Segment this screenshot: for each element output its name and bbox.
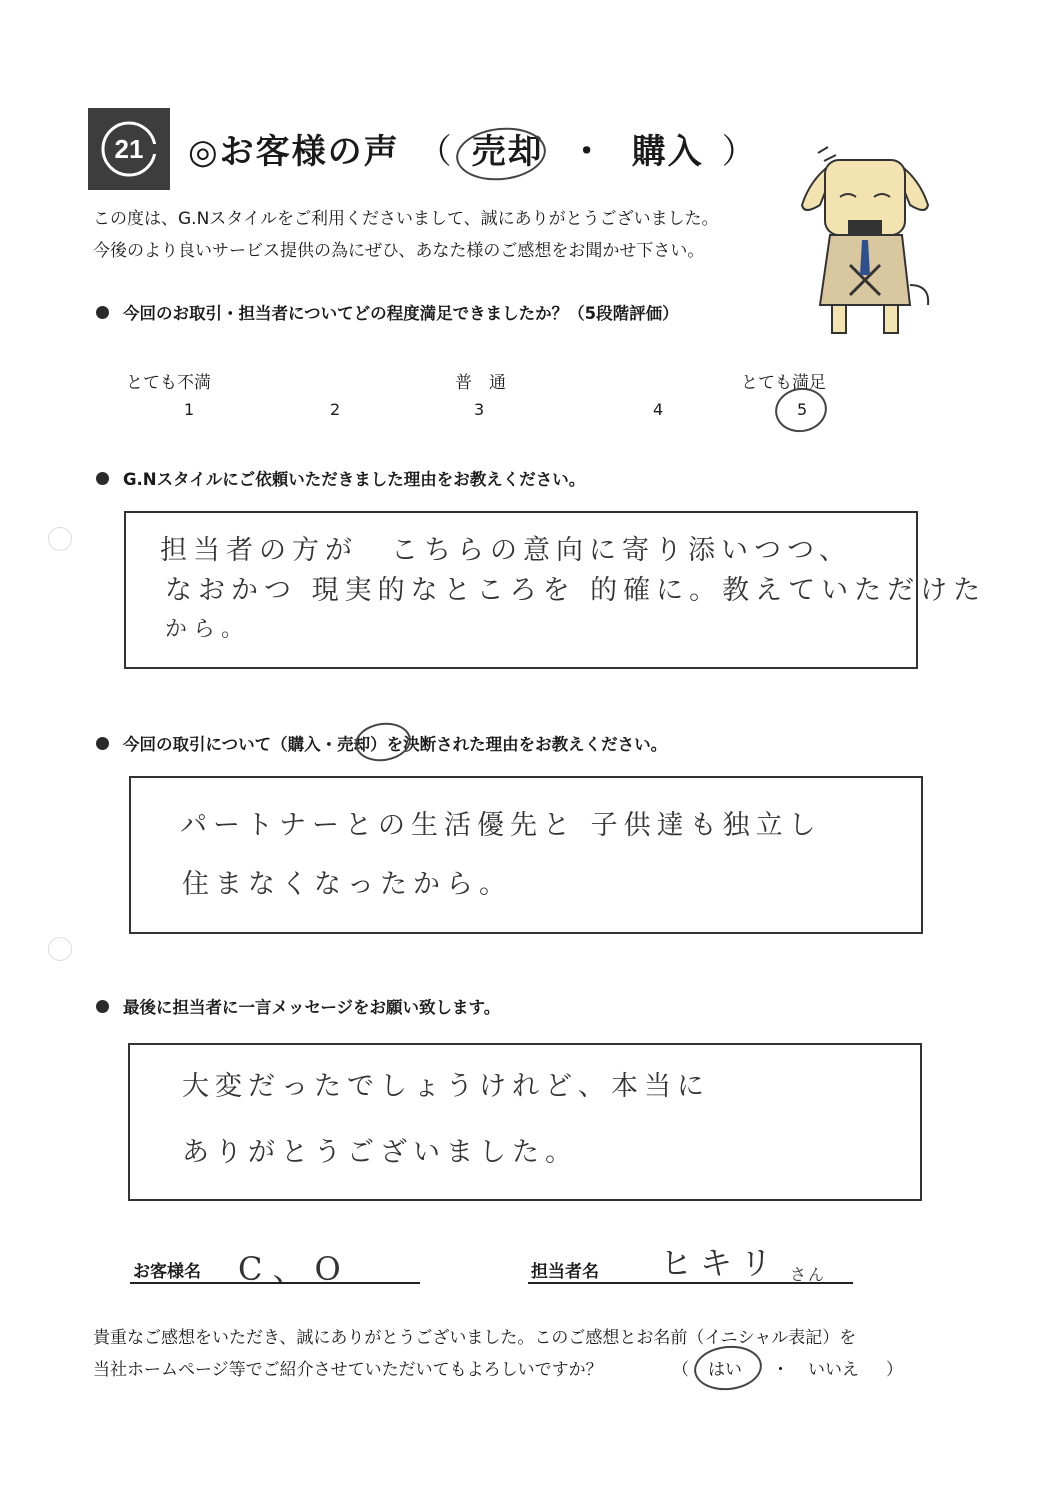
question-3-suffix: ）を決断された理由をお教えください。 bbox=[370, 735, 668, 754]
consent-no-option[interactable]: いいえ bbox=[808, 1360, 859, 1380]
century21-logo bbox=[88, 108, 170, 190]
bullet-icon bbox=[96, 1000, 109, 1013]
scale-label-high: とても満足 bbox=[741, 373, 826, 393]
option-buy[interactable]: 購入 bbox=[631, 132, 704, 172]
customer-name-label: お客様名 bbox=[133, 1262, 201, 1282]
title-main: ◎お客様の声 bbox=[188, 132, 400, 172]
answer-box-3[interactable] bbox=[129, 776, 923, 934]
title-paren-close: ） bbox=[721, 132, 758, 172]
bullet-icon bbox=[96, 472, 109, 485]
punch-hole-bottom bbox=[48, 937, 72, 961]
answer-3-line-2: 住まなくなったから。 bbox=[182, 869, 512, 900]
consent-yes-option[interactable]: はい bbox=[708, 1360, 742, 1380]
consent-paren-close: ） bbox=[886, 1360, 903, 1380]
staff-name-value: ヒキリ bbox=[660, 1244, 781, 1282]
question-2-text: G.Nスタイルにご依頼いただきました理由をお教えください。 bbox=[123, 470, 586, 489]
intro-line-2: 今後のより良いサービス提供の為にぜひ、あなた様のご感想をお聞かせ下さい。 bbox=[93, 241, 705, 261]
question-2 bbox=[96, 466, 585, 490]
scale-option-2[interactable]: 2 bbox=[330, 400, 341, 419]
option-separator: ・ bbox=[569, 132, 606, 172]
question-3-selected[interactable]: 売却 bbox=[337, 735, 371, 754]
answer-3-line-1: パートナーとの生活優先と 子供達も独立し bbox=[180, 810, 822, 841]
scale-option-5[interactable]: 5 bbox=[797, 400, 808, 419]
punch-hole-top bbox=[48, 527, 72, 551]
answer-4-line-1: 大変だったでしょうけれど、本当に bbox=[182, 1071, 710, 1102]
scale-label-mid: 普 通 bbox=[455, 373, 506, 393]
footer-line-2: 当社ホームページ等でご紹介させていただいてもよろしいですか？ bbox=[93, 1360, 603, 1380]
answer-2-line-3: から。 bbox=[165, 617, 250, 642]
dog-mascot-icon bbox=[790, 135, 940, 340]
consent-separator: ・ bbox=[772, 1360, 789, 1380]
intro-line-1: この度は、G.Nスタイルをご利用くださいまして、誠にありがとうございました。 bbox=[93, 209, 719, 229]
question-4 bbox=[96, 994, 500, 1018]
customer-name-line bbox=[130, 1282, 420, 1284]
option-sell[interactable]: 売却 bbox=[471, 132, 544, 172]
answer-2-line-1: 担当者の方が こちらの意向に寄り添いつつ、 bbox=[160, 535, 852, 566]
staff-name-label: 担当者名 bbox=[531, 1262, 599, 1282]
logo-text: 21 bbox=[114, 134, 144, 164]
staff-name-suffix: さん bbox=[790, 1265, 827, 1284]
scale-option-3[interactable]: 3 bbox=[474, 400, 485, 419]
bullet-icon bbox=[96, 306, 109, 319]
title-paren-open: （ bbox=[417, 132, 454, 172]
bullet-icon bbox=[96, 737, 109, 750]
answer-2-line-2: なおかつ 現実的なところを 的確に。教えていただけた bbox=[165, 575, 987, 606]
answer-4-line-2: ありがとうございました。 bbox=[182, 1137, 578, 1168]
scale-label-low: とても不満 bbox=[126, 373, 211, 393]
logo-emblem-icon bbox=[98, 118, 160, 180]
question-3-prefix: 今回の取引について（購入・ bbox=[123, 735, 338, 754]
question-1-text: 今回のお取引・担当者についてどの程度満足できましたか？（5段階評価） bbox=[123, 304, 679, 323]
footer-line-1: 貴重なご感想をいただき、誠にありがとうございました。このご感想とお名前（イニシャル表記）を bbox=[93, 1328, 857, 1348]
scale-option-1[interactable]: 1 bbox=[184, 400, 195, 419]
consent-paren-open: （ bbox=[672, 1360, 689, 1380]
staff-name-line bbox=[528, 1282, 853, 1284]
question-1 bbox=[96, 300, 679, 324]
question-4-text: 最後に担当者に一言メッセージをお願い致します。 bbox=[123, 998, 501, 1017]
consent-yes-selected-circle bbox=[692, 1343, 764, 1394]
customer-name-value: C、O bbox=[238, 1250, 351, 1288]
q3-sell-selected-circle bbox=[353, 719, 414, 764]
scale-option-4[interactable]: 4 bbox=[653, 400, 664, 419]
